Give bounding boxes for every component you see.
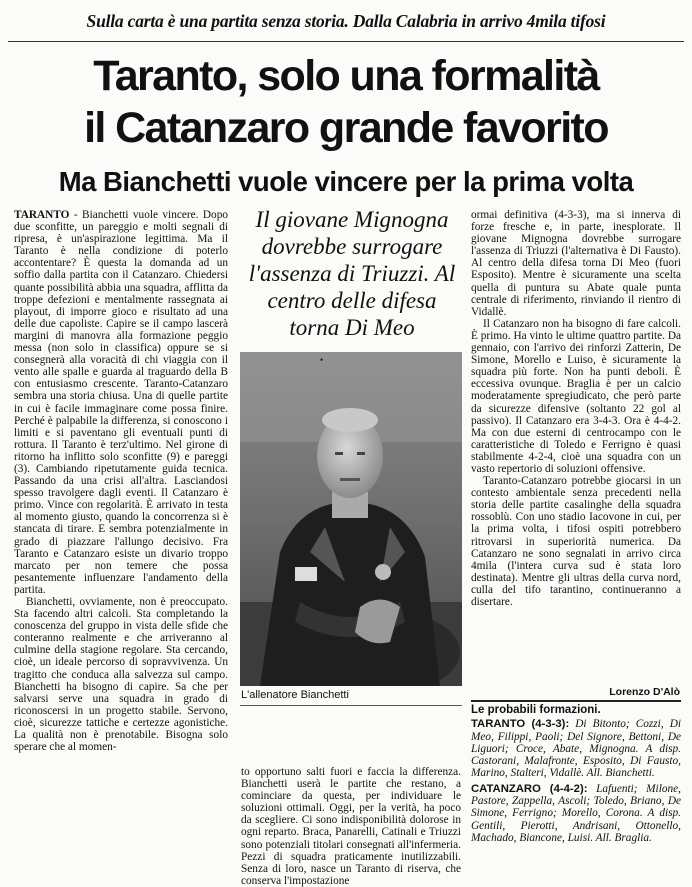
paragraph-text: - Bianchetti vuole vincere. Dopo due sconfitte, un pareggio e molti segnali di ripresa, è un'aspirazione legittima. Ma il Taranto è nella condizione di poterlo accontentare? È questa la domanda ad un soffio dalla partita con il Catanzaro. Chiedersi quante possibilità abbia una squadra, afflitta da troppe defezioni e mentalmente rassegnata ai playout, di imporre gioco e risultato ad una delle due capoliste. Capire se il campo lascerà margini di manovra alla formazione peggio messa (non solo in classifica) oppure se si consegnerà alla voracità di chi viaggia con il vento alle spalle e guarda al traguardo della B con entusiasmo crescente. Taranto-Catanzaro sembra una storia chiusa. Una di quelle partite in cui è facile immaginare come possa finire. Perché è palpabile la differenza, si conoscono i limiti e si paventano gli eventuali punti di rottura. Il Taranto è terz'ultimo. Nel girone di ritorno ha inflitto solo sconfitte (9) e pareggi (3). Cambiando ripetutamente guida tecnica. Passando da una crisi all'altra. Lasciandosi spesso travolgere dagli eventi. Il Catanzaro è primo. Vince con regolarità. È arrivato in testa al momento giusto, quando la concorrenza si è stancata di tirare. E sembra potenzialmente in grado di piazzare l'allungo decisivo. Fra Taranto e Catanzaro esiste un divario troppo marcato per non temere che possa pesantemente influenzare l'andamento della partita.: [14, 209, 228, 596]
paragraph: ormai definitiva (4-3-3), ma si innerva di forze fresche e, in parte, inesplorate. Il giovane Mignogna dovrebbe surrogare l'assenza di Triuzzi (l'alternativa è Di Fausto). Al centro della difesa torna Di Meo (fuori Esposito). Mentre è sicuramente una scelta quella di puntura su Abate quale punta centrale di riferimento, rinviando il rientro di Vidallè.: [471, 209, 681, 318]
formation-catanzaro: [471, 783, 681, 844]
photo-marker: •: [320, 355, 324, 365]
team-label: TARANTO (4-3-3):: [471, 718, 570, 731]
formations-divider: [471, 700, 681, 702]
paragraph: Il Catanzaro non ha bisogno di fare calcoli. È primo. Ha vinto le ultime quattro partite. Da gennaio, con l'arrivo dei rinforzi Zatterin, De Simone, Morello e Luiso, è sicuramente la squadra più forte. Non ha punti deboli. È eccessiva ovunque. Braglia è per un calcio moderatamente spregiudicato, che però parte da sicurezze difensive (soltanto 22 gol al passivo). Il Catanzaro era 3-4-3. Ora è 4-4-2. Ma con due esterni di centrocampo con le caratteristiche di Toledo e Ferrigno è quasi stabilmente 4-2-4, cioè una squadra con un vasto repertorio di soluzioni offensive.: [471, 317, 681, 475]
pull-quote: Il giovane Mignogna dovrebbe surrogare l'assenza di Triuzzi. Al centro delle difesa torna Di Meo: [248, 207, 456, 340]
article-column-2: [241, 766, 461, 887]
kicker: Sulla carta è una partita senza storia. Dalla Calabria in arrivo 4mila tifosi: [86, 11, 606, 31]
headline-line-1: Taranto, solo una formalità: [93, 52, 599, 100]
formation-taranto: [471, 718, 681, 779]
formations-box: [471, 704, 681, 847]
paragraph: to opportuno salti fuori e faccia la differenza. Bianchetti userà le partite che restano, a cominciare da questa, per individuare le soluzioni ottimali. Oggi, per la verità, ha poco da scegliere. Ci sono indisponibilità dolorose in ogni reparto. Braca, Panarelli, Catinali e Triuzzi sono potenziali titolari consegnati all'infermeria. Pezzi di squadra praticamente inutilizzabili. Senza di loro, nasce un Taranto di riserva, che conserva l'impostazione: [241, 766, 461, 887]
byline: Lorenzo D'Alò: [609, 686, 680, 698]
caption-divider: [240, 705, 462, 706]
coach-photo-image: [240, 352, 462, 686]
team-label: CATANZARO (4-4-2):: [471, 782, 588, 795]
coach-photo: [240, 352, 462, 686]
article-column-1: [14, 209, 228, 753]
article-column-3: [471, 209, 681, 608]
paragraph: Bianchetti, ovviamente, non è preoccupato. Sta facendo altri calcoli. Sta completando la conoscenza del gruppo in vista delle sfide che conteranno realmente e che arriveranno al culmine della stagione regolare. Sta cercando, cioè, un ideale percorso di sopravvivenza. Un tragitto che conduca alla salvezza sul campo. Bianchetti ha bisogno di capire. Sa che per salvarsi serve una squadra in grado di riconoscersi in un progetto stabile. Servono, cioè, sicurezze tattiche e certezze agonistiche. La qualità non è prenotabile. Bisogna solo sperare che al momen-: [14, 596, 228, 754]
kicker-divider: [8, 41, 684, 42]
lineup: Lafuenti; Milone, Pastore, Zappella, Ascoli; Toledo, Briano, De Simone, Ferrigno; Morello, Corona. A disp. Gentili, Pierotti, Andrisani, Ottonello, Machado, Biancone, Luisi. All. Braglia.: [471, 782, 681, 844]
headline-line-2: il Catanzaro grande favorito: [84, 104, 608, 152]
dateline: TARANTO: [14, 209, 70, 221]
paragraph: [14, 209, 228, 596]
photo-caption: L'allenatore Bianchetti: [241, 689, 349, 701]
subheadline: Ma Bianchetti vuole vincere per la prima volta: [58, 166, 634, 197]
lineup: Di Bitonto; Cozzi, Di Meo, Filippi, Paoli; Del Signore, Bettoni, De Liguori; Croce, Abate, Mignogna. A disp. Castorani, Malafronte, Esposito, Di Fausto, Marino, Stalteri, Vidallè. All. Bianchetti.: [471, 718, 681, 780]
paragraph: Taranto-Catanzaro potrebbe giocarsi in un contesto ambientale senza precedenti nella storia delle partite casalinghe della squadra rossoblù. Con uno stadio Iacovone in cui, per la prima volta, i tifosi ospiti potrebbero ritrovarsi in superiorità numerica. Da Catanzaro ne sono segnalati in arrivo circa 4mila (l'intera curva sud è stata loro destinata). Mentre gli ultras della curva nord, culla del tifo tarantino, continueranno a disertare.: [471, 475, 681, 608]
formations-title: Le probabili formazioni.: [471, 704, 601, 716]
